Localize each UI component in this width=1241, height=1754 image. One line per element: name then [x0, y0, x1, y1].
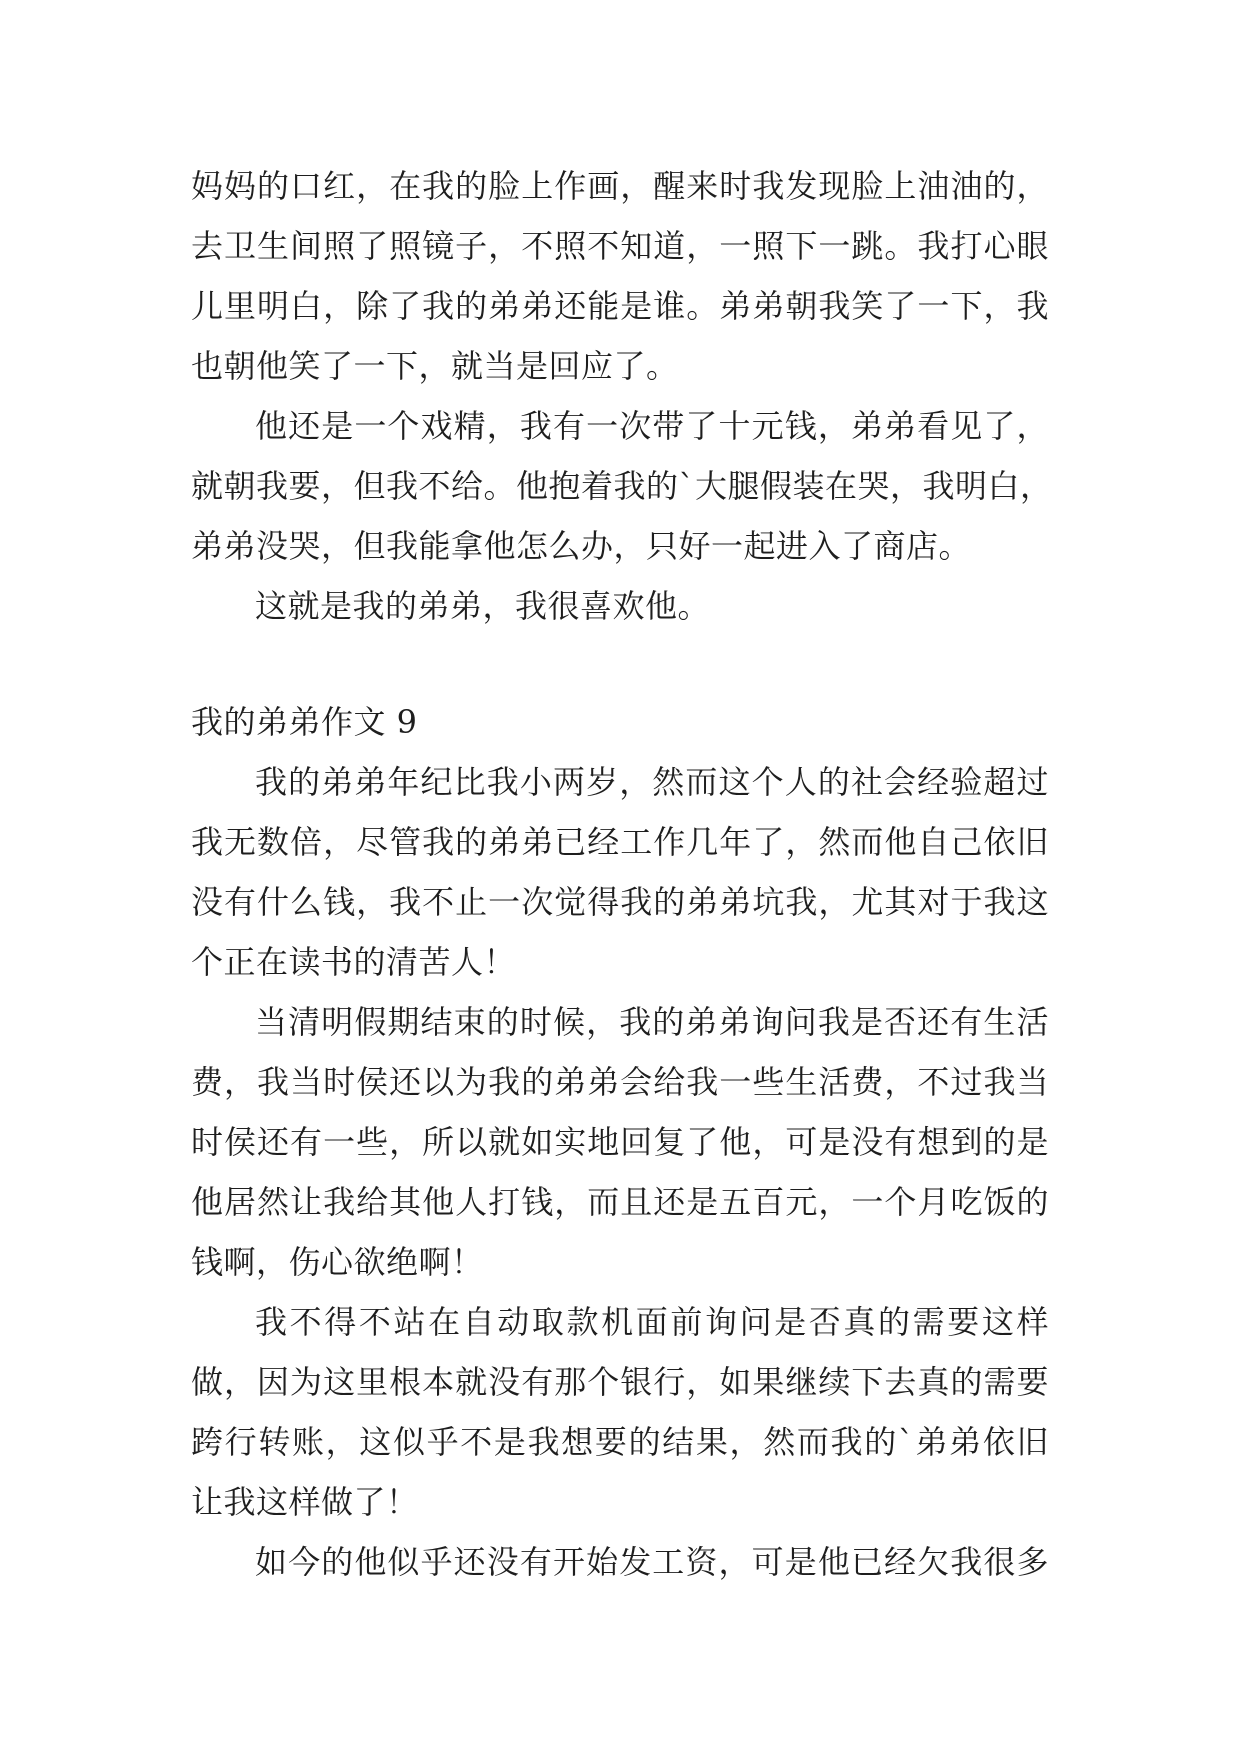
- text-line: 妈妈的口红，在我的脸上作画，醒来时我发现脸上油油的，: [191, 167, 1049, 205]
- text-line: 时侯还有一些，所以就如实地回复了他，可是没有想到的是: [191, 1123, 1049, 1161]
- text-line: 儿里明白，除了我的弟弟还能是谁。弟弟朝我笑了一下，我: [191, 287, 1049, 325]
- text-line: 就朝我要，但我不给。他抱着我的`大腿假装在哭，我明白，: [191, 467, 1053, 505]
- text-line: 我不得不站在自动取款机面前询问是否真的需要这样: [255, 1303, 1049, 1341]
- text-line: 没有什么钱，我不止一次觉得我的弟弟坑我，尤其对于我这: [191, 883, 1049, 921]
- text-line: 我的弟弟年纪比我小两岁，然而这个人的社会经验超过: [255, 763, 1049, 801]
- text-line: 这就是我的弟弟，我很喜欢他。: [255, 587, 711, 625]
- text-line: 费，我当时侯还以为我的弟弟会给我一些生活费，不过我当: [191, 1063, 1049, 1101]
- text-line: 也朝他笑了一下，就当是回应了。: [191, 347, 679, 385]
- text-line: 我无数倍，尽管我的弟弟已经工作几年了，然而他自己依旧: [191, 823, 1049, 861]
- text-line: 去卫生间照了照镜子，不照不知道，一照下一跳。我打心眼: [191, 227, 1049, 265]
- text-line: 弟弟没哭，但我能拿他怎么办，只好一起进入了商店。: [191, 527, 972, 565]
- text-line: 做，因为这里根本就没有那个银行，如果继续下去真的需要: [191, 1363, 1049, 1401]
- text-line: 如今的他似乎还没有开始发工资，可是他已经欠我很多: [255, 1543, 1049, 1581]
- text-line: 个正在读书的清苦人！: [191, 943, 517, 981]
- text-line: 他居然让我给其他人打钱，而且还是五百元，一个月吃饭的: [191, 1183, 1049, 1221]
- text-line: 钱啊，伤心欲绝啊！: [191, 1243, 484, 1281]
- text-line: 当清明假期结束的时候，我的弟弟询问我是否还有生活: [255, 1003, 1049, 1041]
- text-line: 让我这样做了！: [191, 1483, 419, 1521]
- text-line: 跨行转账，这似乎不是我想要的结果，然而我的`弟弟依旧: [191, 1423, 1049, 1461]
- section-heading: 我的弟弟作文 9: [191, 703, 418, 741]
- text-line: 他还是一个戏精，我有一次带了十元钱，弟弟看见了，: [255, 407, 1049, 445]
